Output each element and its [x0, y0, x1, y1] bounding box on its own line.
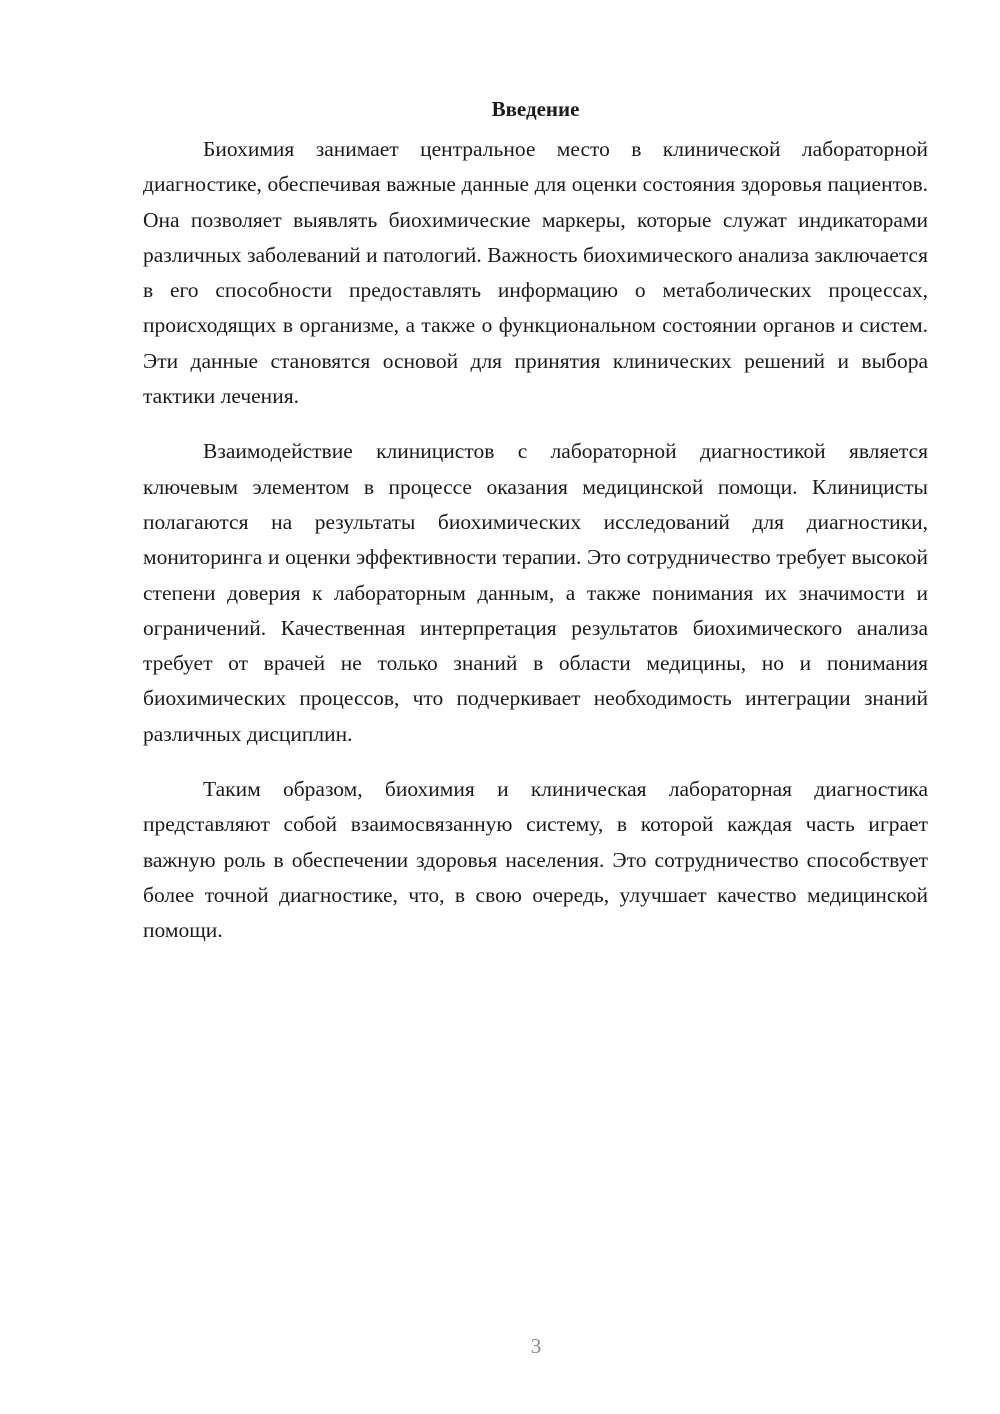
- paragraph-1: Биохимия занимает центральное место в клинической лабораторной диагностике, обеспечивая важные данные для оценки состояния здоровья пациентов. Она позволяет выявлять биохимические маркеры, которые служат индикаторами различных заболеваний и патологий. Важность биохимического анализа заключается в его способности предоставлять информацию о метаболических процессах, происходящих в организме, а также о функциональном состоянии органов и систем. Эти данные становятся основой для принятия клинических решений и выбора тактики лечения.: [143, 137, 928, 409]
- paragraph-2: Взаимодействие клиницистов с лабораторной диагностикой является ключевым элементом в процессе оказания медицинской помощи. Клиницисты полагаются на результаты биохимических исследований для диагностики, мониторинга и оценки эффективности терапии. Это сотрудничество требует высокой степени доверия к лабораторным данным, а также понимания их значимости и ограничений. Качественная интерпретация результатов биохимического анализа требует от врачей не только знаний в области медицины, но и понимания биохимических процессов, что подчеркивает необходимость интеграции знаний различных дисциплин.: [143, 439, 928, 746]
- section-title: Введение: [491, 97, 580, 121]
- paragraph-3: Таким образом, биохимия и клиническая лабораторная диагностика представляют собой взаимосвязанную систему, в которой каждая часть играет важную роль в обеспечении здоровья населения. Это сотрудничество способствует более точной диагностике, что, в свою очередь, улучшает качество медицинской помощи.: [143, 777, 928, 943]
- page-number: 3: [530, 1334, 542, 1358]
- page-content: [143, 92, 928, 949]
